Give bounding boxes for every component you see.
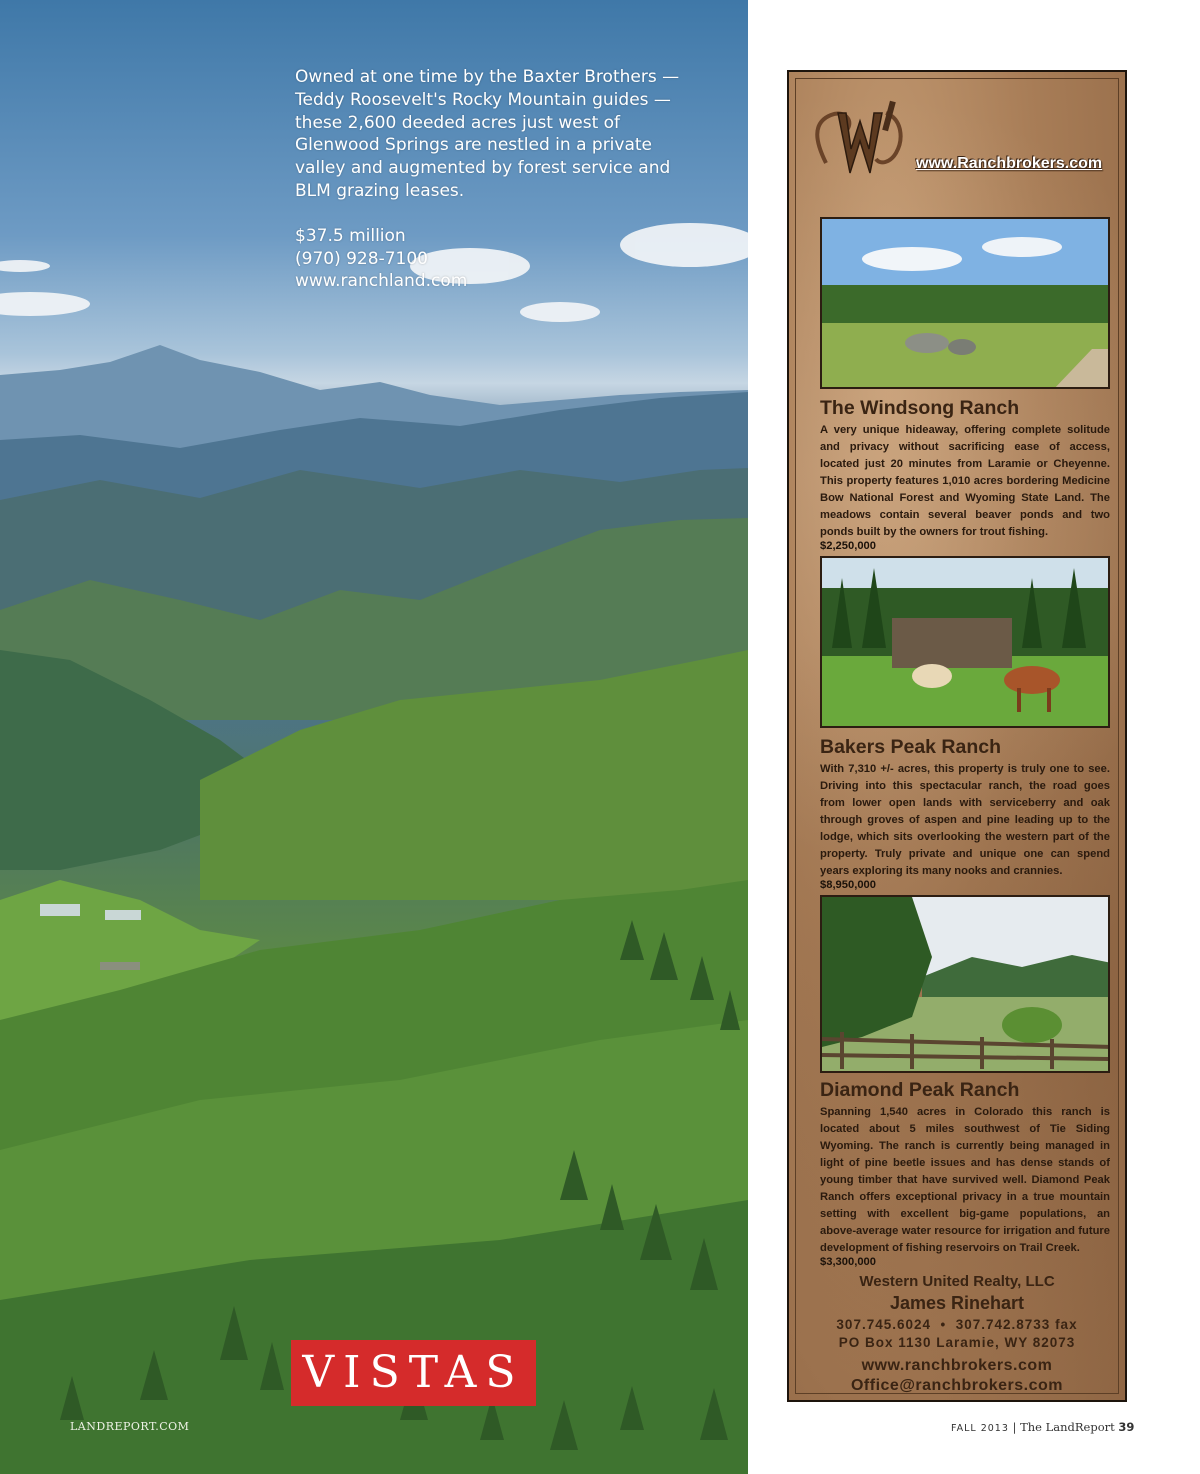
contact-email[interactable]: Office@ranchbrokers.com: [850, 1377, 1064, 1394]
contact-website[interactable]: www.ranchbrokers.com: [861, 1357, 1053, 1374]
listing-title-bakers-peak: Bakers Peak Ranch: [820, 736, 1002, 758]
diamond-peak-ranch-photo: [820, 895, 1110, 1073]
footer-magazine: The LandReport: [1020, 1420, 1115, 1434]
listing-caption: [295, 66, 695, 293]
caption-website[interactable]: www.ranchland.com: [295, 271, 468, 292]
listing-price-bakers-peak: $8,950,000: [820, 879, 876, 891]
section-label-vistas: VISTAS: [291, 1340, 536, 1406]
page-number: 39: [1118, 1420, 1135, 1434]
company-name: Western United Realty, LLC: [859, 1273, 1055, 1290]
windsong-ranch-photo: [820, 217, 1110, 389]
caption-price: $37.5 million: [295, 225, 406, 246]
listing-description-bakers-peak: With 7,310 +/- acres, this property is truly one to see. Driving into this spectacular ranch, the road goes from lower open lands with serviceberry and oak through groves of aspen and pine leading up to the lodge, which sits overlooking the western part of the property. Truly private and unique one can spend years exploring its many nooks and crannies.: [820, 763, 1110, 877]
bakers-peak-ranch-photo: [820, 556, 1110, 728]
listing-title-windsong: The Windsong Ranch: [820, 397, 1020, 419]
listing-description-windsong: A very unique hideaway, offering complete solitude and privacy without sacrificing ease of access, located just 20 minutes from Laramie or Cheyenne. This property features 1,010 acres bordering Medicine Bow National Forest and Wyoming State Land. The meadows contain several beaver ponds and two ponds built by the owners for trout fishing.: [820, 424, 1110, 538]
ranchbrokers-logo-icon: [806, 93, 916, 193]
contact-phones: 307.745.6024 • 307.742.8733 fax: [836, 1317, 1078, 1332]
listing-description-diamond-peak: Spanning 1,540 acres in Colorado this ranch is located about 5 miles southwest of Tie Siding Wyoming. The ranch is currently being managed in light of pine beetle issues and has dense stands of young timber that have survived well. Diamond Peak Ranch offers exceptional privacy in a true mountain setting with excellent big-game populations, an above-average water resource for irrigation and future development of fishing reservoirs on Trail Creek.: [820, 1106, 1110, 1254]
footer-separator: |: [1012, 1420, 1017, 1434]
listing-price-windsong: $2,250,000: [820, 540, 876, 552]
listing-title-diamond-peak: Diamond Peak Ranch: [820, 1079, 1020, 1101]
ad-frame: [795, 78, 1119, 1394]
footer-season: FALL 2013: [951, 1423, 1009, 1434]
caption-paragraph: Owned at one time by the Baxter Brothers — Teddy Roosevelt's Rocky Mountain guides — these 2,600 deeded acres just west of Glenwood Springs are nestled in a private valley and augmented by forest service and BLM grazing leases.: [295, 67, 680, 201]
site-url: LANDREPORT.COM: [70, 1420, 190, 1433]
contact-address: PO Box 1130 Laramie, WY 82073: [838, 1335, 1076, 1350]
page-footer: [951, 1420, 1134, 1434]
listing-price-diamond-peak: $3,300,000: [820, 1256, 876, 1268]
agent-name: James Rinehart: [889, 1293, 1025, 1313]
caption-phone: (970) 928-7100: [295, 248, 428, 269]
ad-logo-url[interactable]: www.Ranchbrokers.com: [916, 155, 1103, 172]
ranch-brokers-ad: [787, 70, 1127, 1402]
